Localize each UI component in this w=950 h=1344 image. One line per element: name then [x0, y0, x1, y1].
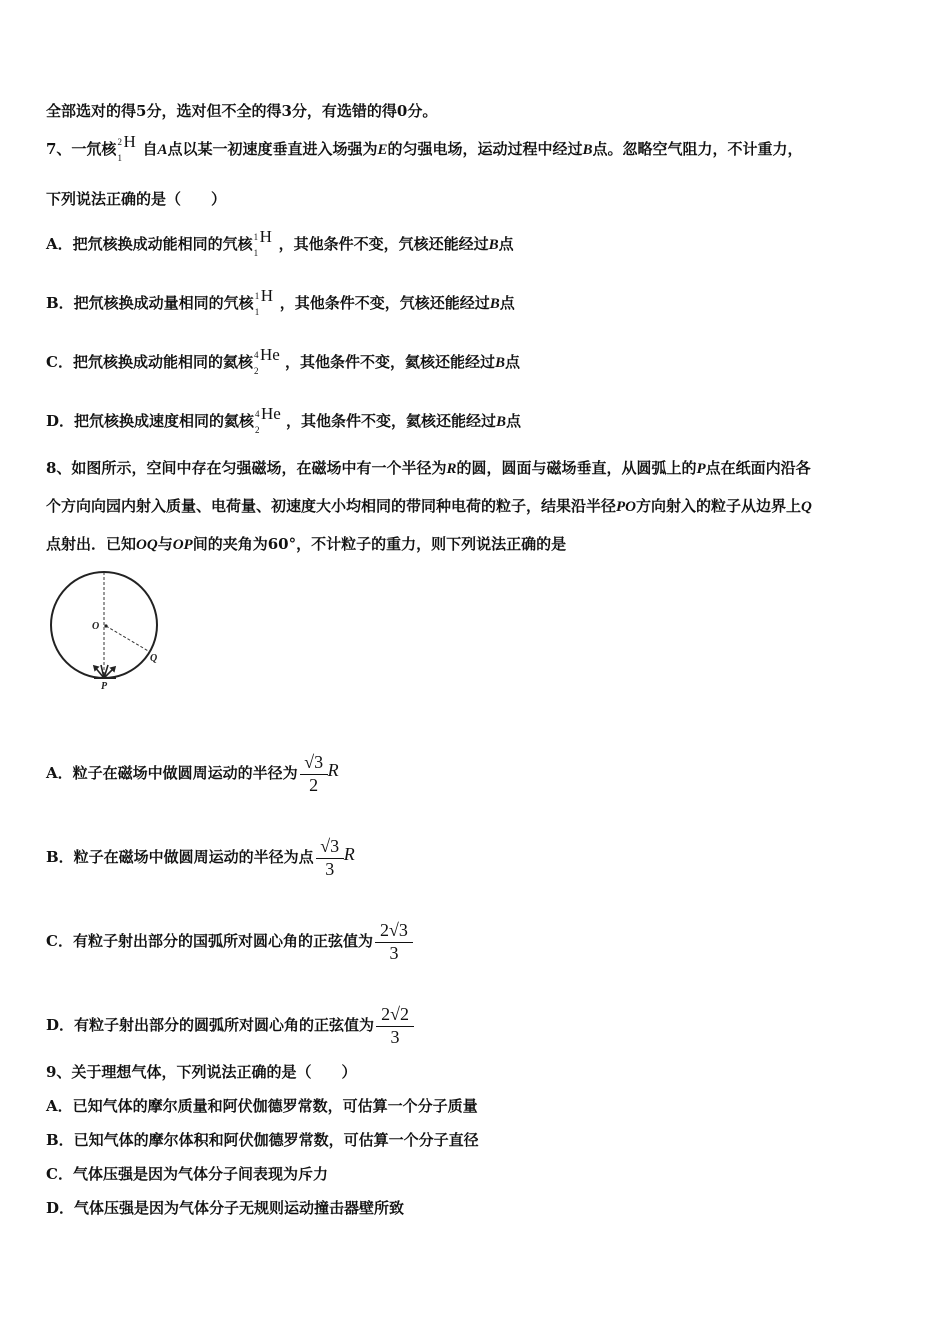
center-point [104, 624, 107, 627]
fraction: $\frac{2√2}{3}$ [376, 1002, 414, 1050]
deuteron-symbol: 2 1 H [117, 132, 136, 163]
particle-arrows [94, 665, 115, 678]
label-q: Q [150, 653, 158, 664]
label-p: P [101, 681, 108, 690]
q7-option-b: B．把氘核换成动量相同的氕核 1 1 H ，其他条件不变，氕核还能经过B点 [46, 286, 515, 317]
q9-stem: 9、关于理想气体，下列说法正确的是（ ） [46, 1063, 357, 1081]
q9-option-a: A．已知气体的摩尔质量和阿伏伽德罗常数，可估算一个分子质量 [46, 1097, 478, 1115]
fraction: $\frac{2√3}{3}$ [375, 918, 413, 966]
fraction: $\frac{√3}{3}$ [316, 834, 344, 882]
q8-stem-line1: 8、如图所示，空间中存在匀强磁场，在磁场中有一个半径为R的圆，圆面与磁场垂直，从圆弧上的P点在纸面内沿各 [46, 459, 811, 477]
proton-symbol: 1 1 H [253, 227, 272, 258]
q7-option-d: D．把氘核换成速度相同的氦核 4 2 He ，其他条件不变，氦核还能经过B点 [46, 404, 522, 435]
q7-option-c: C．把氘核换成动能相同的氦核 4 2 He ，其他条件不变，氦核还能经过B点 [46, 345, 520, 376]
fraction: $\frac{√3}{2}$ [300, 750, 328, 798]
proton-symbol: 1 1 H [254, 286, 273, 317]
q7-stem-line1: 7、一氘核 2 1 H 自A点以某一初速度垂直进入场强为E的匀强电场，运动过程中经过B点。忽略空气阻力，不计重力， [46, 132, 803, 163]
q8-option-a: A．粒子在磁场中做圆周运动的半径为 $\frac{√3}{2}$ R [46, 750, 339, 798]
q8-option-b: B．粒子在磁场中做圆周运动的半径为点 $\frac{√3}{3}$ R [46, 834, 355, 882]
q7-stem-line2: 下列说法正确的是（ ） [46, 190, 227, 208]
q8-stem-line3: 点射出．已知OQ与OP间的夹角为60°，不计粒子的重力，则下列说法正确的是 [46, 535, 567, 553]
radius-oq-line [106, 626, 150, 652]
q8-option-d: D．有粒子射出部分的圆弧所对圆心角的正弦值为 $\frac{2√2}{3}$ [46, 1002, 414, 1050]
magnetic-field-circle-diagram [46, 568, 166, 690]
q9-option-d: D．气体压强是因为气体分子无规则运动撞击器壁所致 [46, 1199, 405, 1217]
q8-stem-line2: 个方向向园内射入质量、电荷量、初速度大小均相同的带同种电荷的粒子，结果沿半径PO方向射入的粒子从边界上Q [46, 497, 812, 515]
q9-option-b: B．已知气体的摩尔体积和阿伏伽德罗常数，可估算一个分子直径 [46, 1131, 479, 1149]
label-o: O [92, 621, 100, 632]
q9-option-c: C．气体压强是因为气体分子间表现为斥力 [46, 1165, 328, 1183]
helium-symbol: 4 2 He [253, 345, 280, 376]
q7-option-a: A．把氘核换成动能相同的氕核 1 1 H ，其他条件不变，氕核还能经过B点 [46, 227, 514, 258]
q8-option-c: C．有粒子射出部分的国弧所对圆心角的正弦值为 $\frac{2√3}{3}$ [46, 918, 413, 966]
scoring-note: 全部选对的得5分，选对但不全的得3分，有选错的得0分。 [46, 102, 438, 120]
helium-symbol: 4 2 He [255, 404, 281, 435]
